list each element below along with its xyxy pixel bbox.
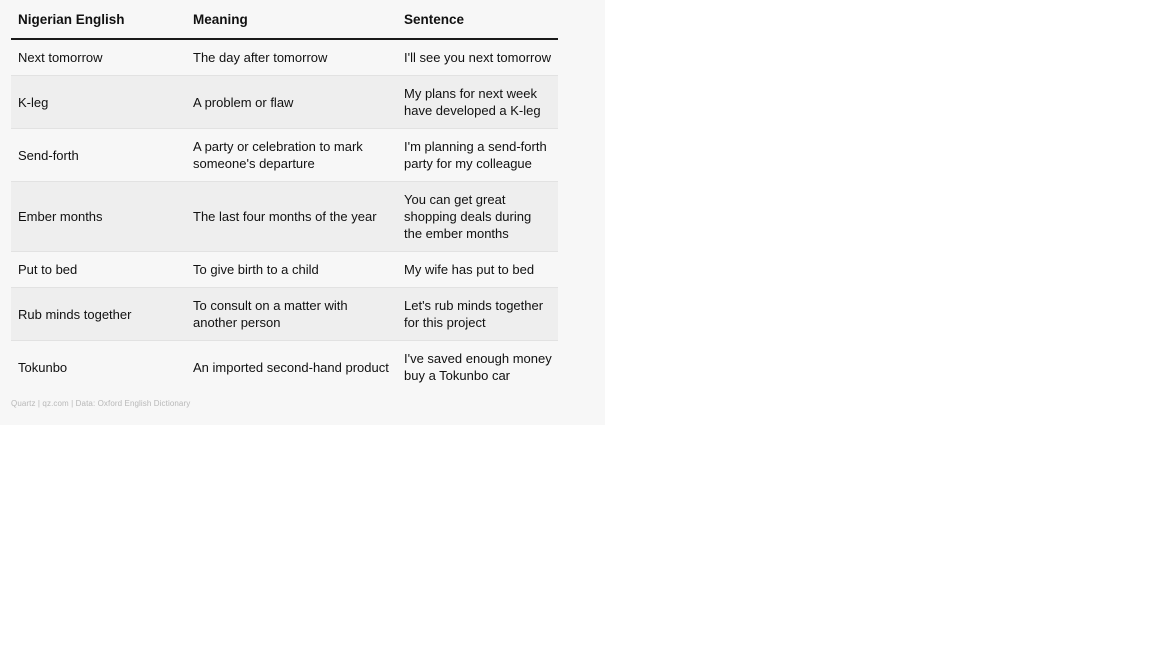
term-cell: Rub minds together: [11, 288, 186, 341]
term-cell: Send-forth: [11, 129, 186, 182]
term-cell: Put to bed: [11, 252, 186, 288]
term-cell: Next tomorrow: [11, 39, 186, 76]
table-row: [11, 252, 558, 288]
header-sentence: Sentence: [397, 0, 558, 39]
meaning-cell: To consult on a matter with another person: [186, 288, 397, 341]
sentence-cell: I've saved enough money buy a Tokunbo car: [397, 341, 558, 394]
term-cell: K-leg: [11, 76, 186, 129]
sentence-cell: I'll see you next tomorrow: [397, 39, 558, 76]
term-cell: Tokunbo: [11, 341, 186, 394]
sentence-cell: I'm planning a send-forth party for my colleague: [397, 129, 558, 182]
header-meaning: Meaning: [186, 0, 397, 39]
table-row: [11, 129, 558, 182]
meaning-cell: An imported second-hand product: [186, 341, 397, 394]
meaning-cell: The day after tomorrow: [186, 39, 397, 76]
table-row: [11, 76, 558, 129]
sentence-cell: Let's rub minds together for this project: [397, 288, 558, 341]
sentence-cell: You can get great shopping deals during the ember months: [397, 182, 558, 252]
meaning-cell: The last four months of the year: [186, 182, 397, 252]
header-nigerian-english: Nigerian English: [11, 0, 186, 39]
table-row: [11, 39, 558, 76]
table-row: [11, 288, 558, 341]
meaning-cell: A party or celebration to mark someone's departure: [186, 129, 397, 182]
meaning-cell: A problem or flaw: [186, 76, 397, 129]
header-row: [11, 0, 558, 39]
table-row: [11, 341, 558, 394]
meaning-cell: To give birth to a child: [186, 252, 397, 288]
sentence-cell: My plans for next week have developed a K-leg: [397, 76, 558, 129]
table-row: [11, 182, 558, 252]
term-cell: Ember months: [11, 182, 186, 252]
nigerian-english-table: [11, 0, 558, 393]
sentence-cell: My wife has put to bed: [397, 252, 558, 288]
table-panel: [0, 0, 605, 425]
source-credit: Quartz | qz.com | Data: Oxford English Dictionary: [11, 399, 191, 408]
